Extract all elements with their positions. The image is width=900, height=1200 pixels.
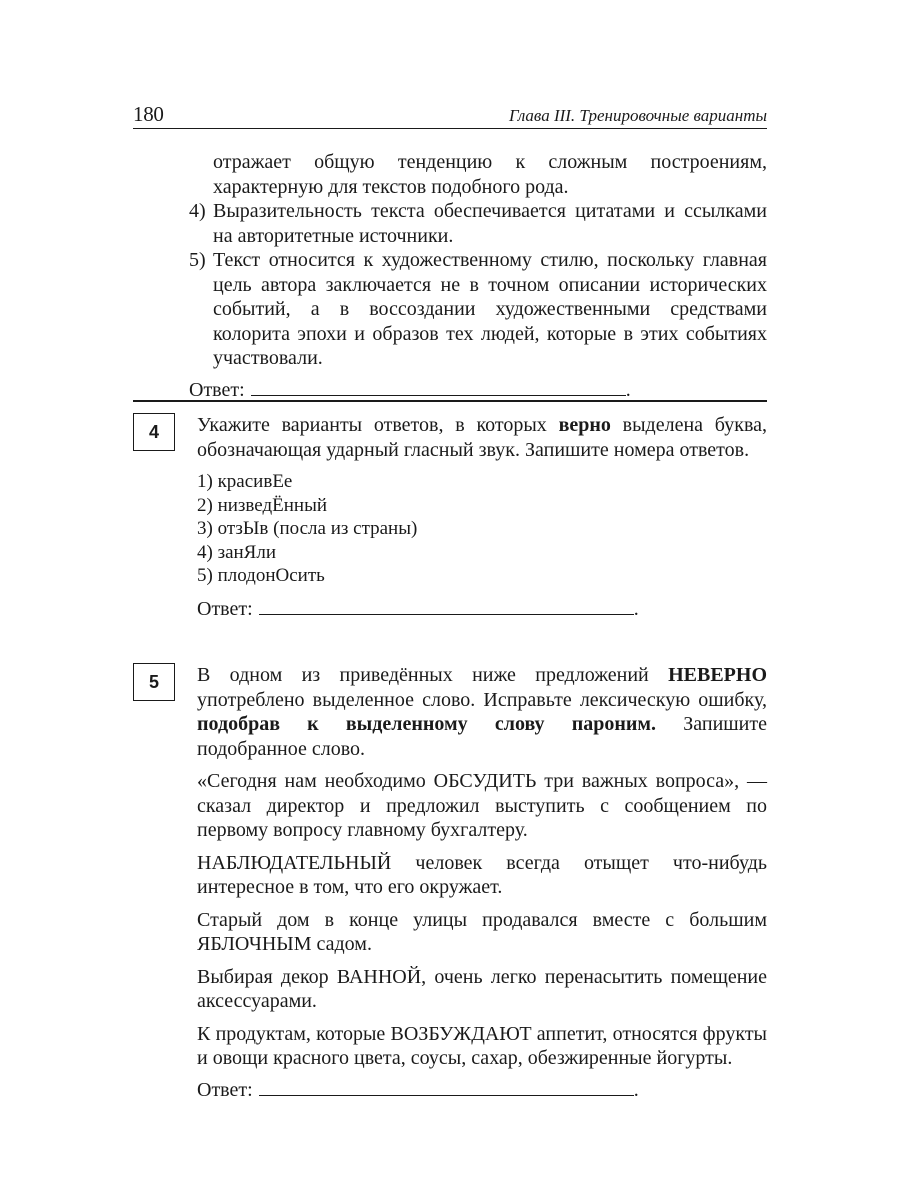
task-number-box [133, 413, 175, 451]
option-number: 5) [189, 249, 206, 271]
running-head [133, 100, 767, 129]
answer-line [133, 377, 767, 402]
book-page [133, 100, 768, 1101]
answer-label: Ответ: [189, 378, 245, 401]
sentence: К продуктам, которые ВОЗБУЖДАЮТ аппетит, относятся фрукты и овощи красного цвета, соусы, сахар, обезжиренные йогурты. [197, 1022, 767, 1069]
word-option: 3) отзЫв (посла из страны) [197, 518, 418, 539]
answer-field[interactable] [251, 377, 626, 396]
task-number: 5 [148, 671, 159, 692]
word-option: 2) низведЁнный [197, 494, 328, 516]
continued-task [133, 150, 767, 402]
word-option: 4) занЯли [197, 541, 277, 563]
sentence: Выбирая декор ВАННОЙ, очень легко перенасытить помещение аксессуарами. [197, 965, 767, 1012]
answer-end: . [633, 1078, 639, 1101]
option-text: Текст относится к художественному стилю, поскольку главная цель автора заключается не в точном описании исторических событий, а в воссоздании художественными средствами колорита эпохи и образов тех людей, которые в этих событиях участвовали. [213, 249, 767, 369]
option-number: 4) [189, 200, 206, 222]
task-prompt [197, 663, 767, 761]
answer-line [197, 1077, 767, 1102]
continued-option-text [133, 150, 767, 199]
continued-options-list [133, 199, 767, 371]
prompt-emphasis: НЕВЕРНО [668, 664, 767, 686]
sentence: НАБЛЮДАТЕЛЬНЫЙ человек всегда отыщет что-нибудь интересное в том, что его окружает. [197, 851, 767, 898]
page-number: 180 [133, 102, 164, 126]
chapter-title: Глава III. Тренировочные варианты [509, 106, 767, 125]
answer-field[interactable] [259, 596, 634, 615]
task-content [197, 663, 767, 1102]
section-divider [133, 400, 767, 402]
task-number: 4 [148, 421, 159, 442]
prompt-text: выделена буква, обозначающая ударный гласный звук. Запишите номера ответов. [197, 414, 767, 461]
task-number-box [133, 663, 175, 701]
answer-end: . [625, 378, 631, 401]
prompt-text: употреблено выделенное слово. Исправьте лексическую ошибку, [197, 688, 767, 711]
option-text: Выразительность текста обеспечивается цитатами и ссылками на авторитетные источники. [213, 200, 767, 247]
continued-intro-text: отражает общую тенденцию к сложным построениям, характерную для текстов подобного рода. [213, 151, 767, 198]
word-list [197, 470, 767, 588]
sentence: «Сегодня нам необходимо ОБСУДИТЬ три важных вопроса», — сказал директор и предложил выступить с сообщением по первому вопросу главному бухгалтеру. [197, 770, 767, 841]
prompt-text: Запишите подобранное слово. [197, 713, 768, 760]
prompt-text: В одном из приведённых ниже предложений [197, 664, 669, 686]
sentence: Старый дом в конце улицы продавался вместе с большим ЯБЛОЧНЫМ садом. [197, 908, 767, 955]
answer-label: Ответ: [197, 597, 253, 620]
answer-end: . [633, 597, 639, 620]
option-item [133, 248, 767, 371]
answer-field[interactable] [259, 1077, 634, 1096]
prompt-emphasis: верно [558, 414, 611, 436]
task-prompt [197, 413, 767, 462]
option-item [133, 199, 767, 248]
word-option: 5) плодонОсить [197, 565, 325, 586]
answer-label: Ответ: [197, 1078, 253, 1101]
task-content [197, 413, 767, 621]
prompt-text: Укажите варианты ответов, в которых [197, 414, 559, 436]
answer-line [197, 596, 767, 621]
word-option: 1) красивЕе [197, 471, 293, 492]
prompt-emphasis: подобрав к выделенному слову пароним. [197, 713, 657, 735]
